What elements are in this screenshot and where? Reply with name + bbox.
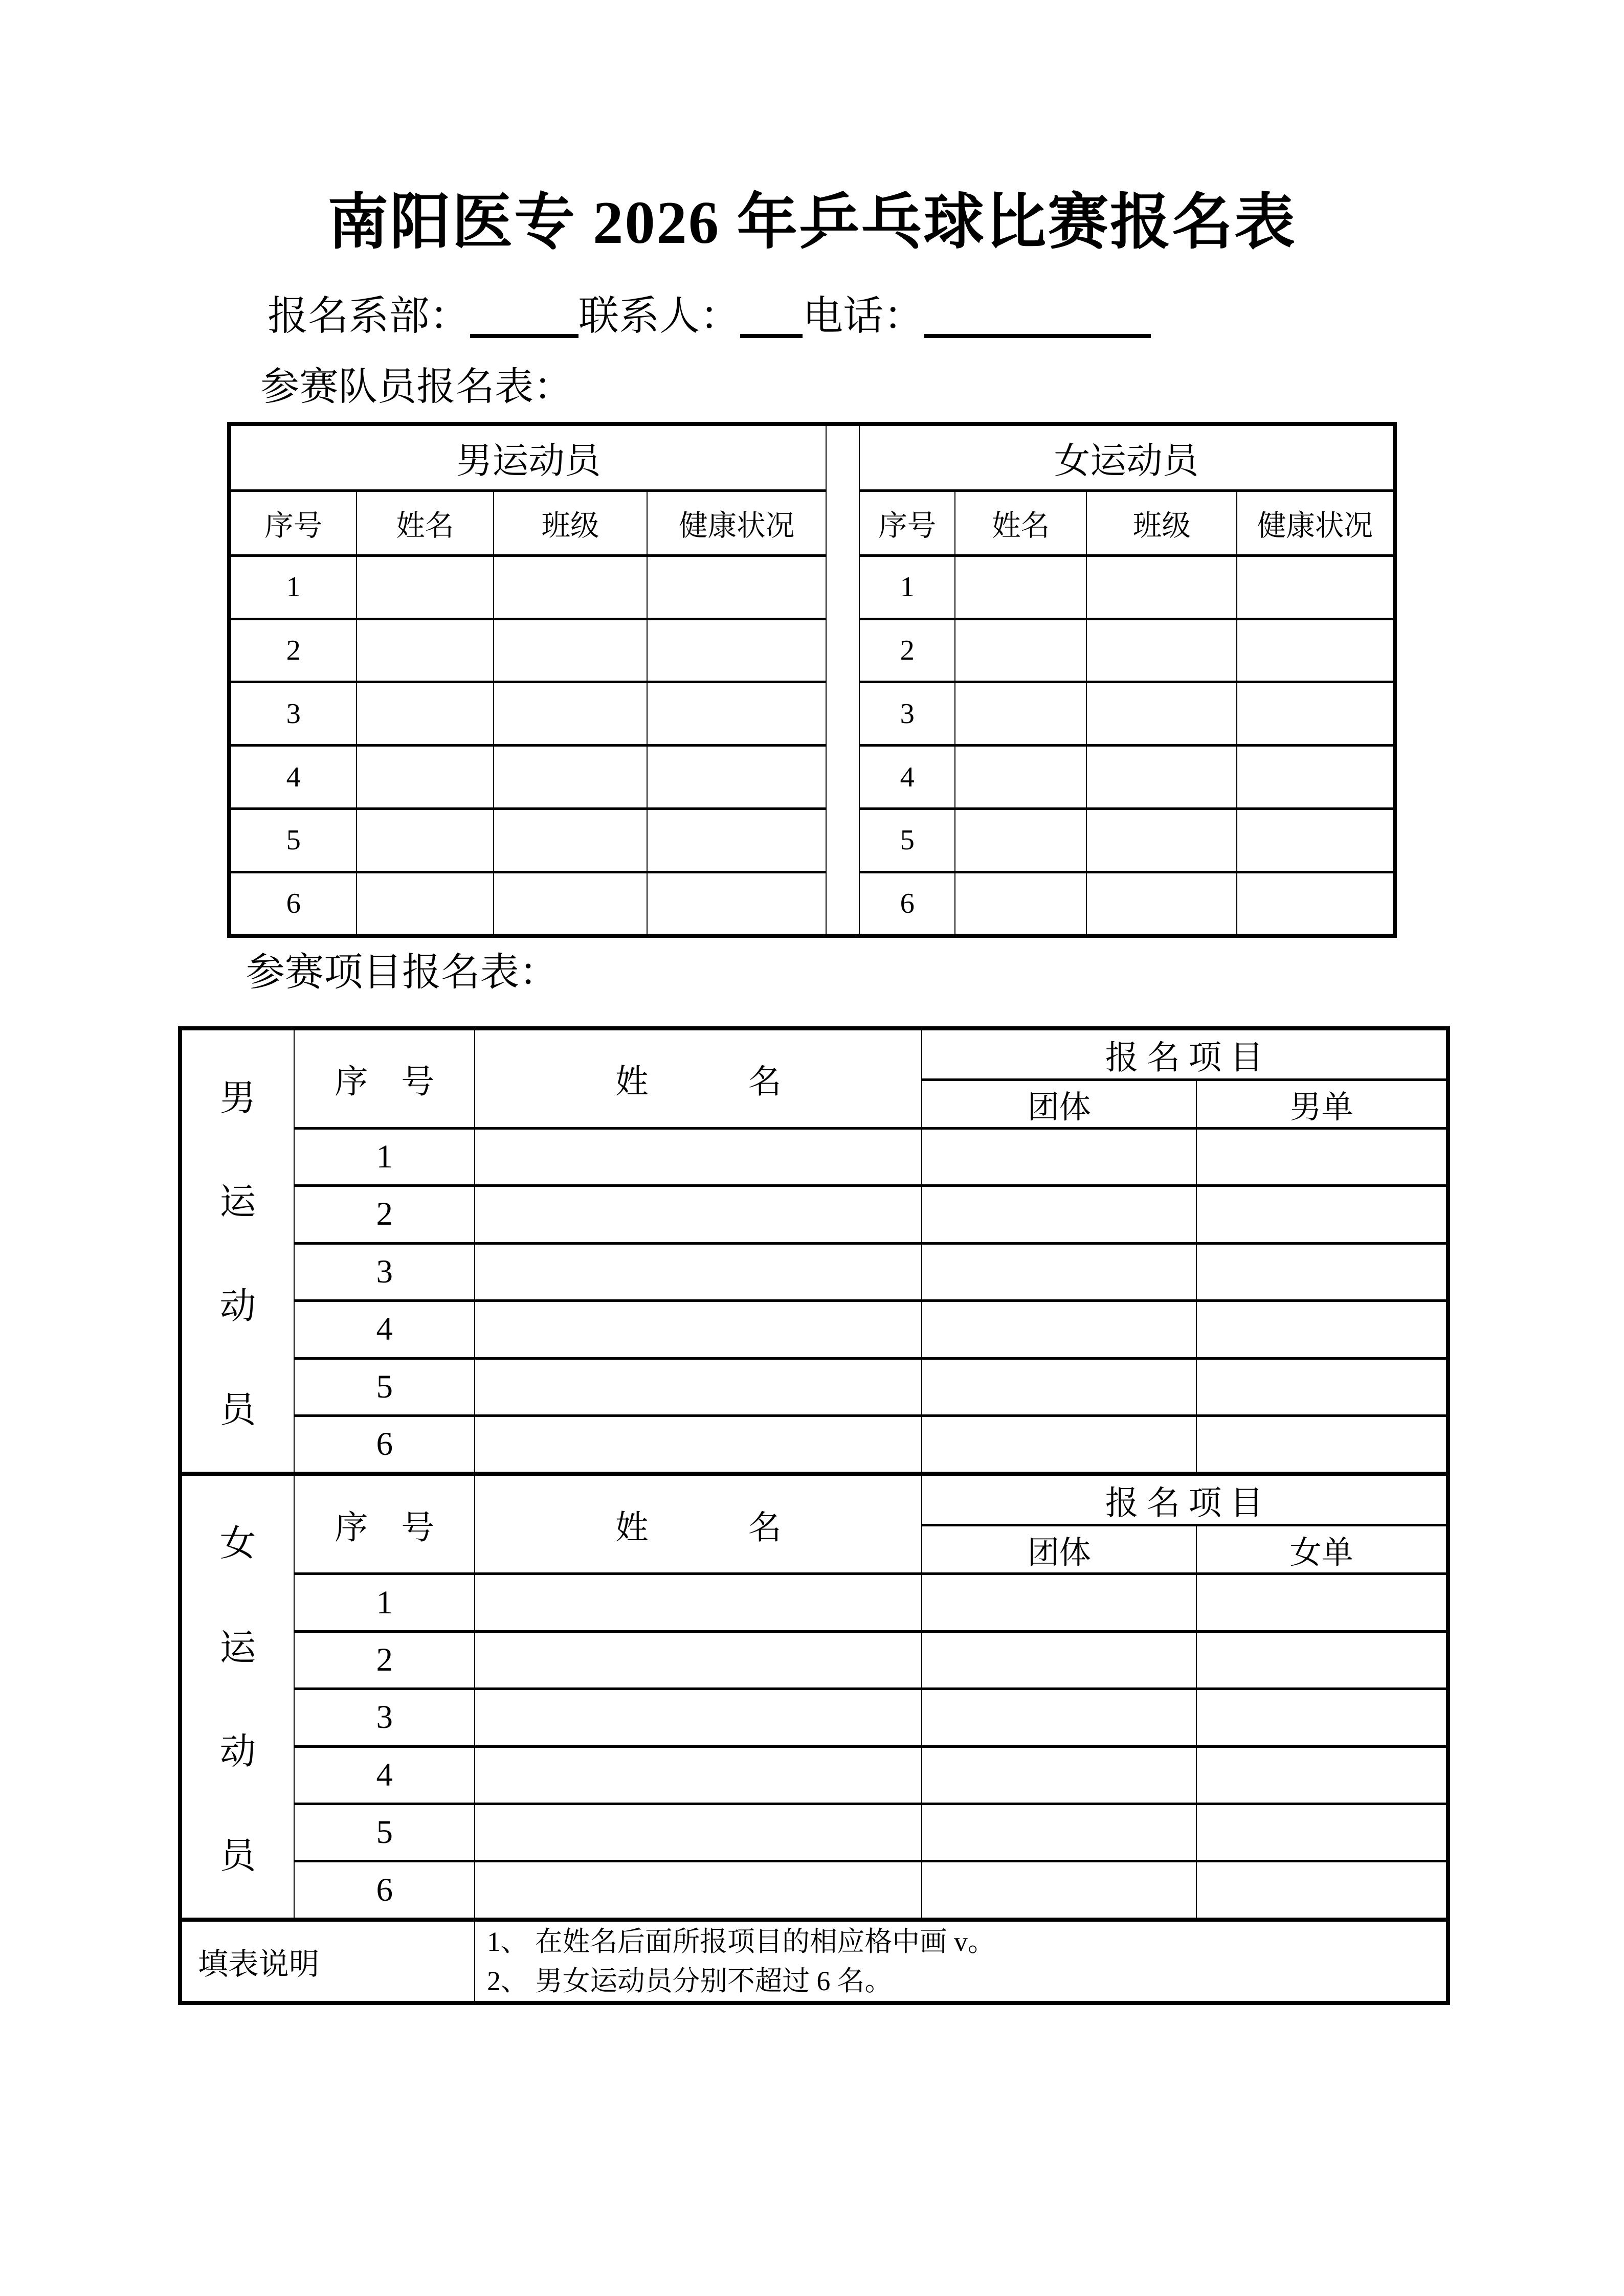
empty-cell[interactable]: [1086, 808, 1237, 872]
empty-cell[interactable]: [475, 1689, 922, 1746]
female-singles-subheader: 女单: [1196, 1525, 1448, 1574]
empty-cell[interactable]: [494, 808, 647, 872]
male-event-row-4: [180, 1301, 1448, 1358]
row-number: 5: [294, 1804, 475, 1861]
row-number: 4: [859, 746, 955, 809]
empty-cell[interactable]: [494, 746, 647, 809]
players-row-1: [229, 555, 1395, 619]
empty-cell[interactable]: [1196, 1804, 1448, 1861]
row-number: 1: [294, 1128, 475, 1185]
empty-cell[interactable]: [475, 1243, 922, 1300]
empty-cell[interactable]: [357, 555, 494, 619]
empty-cell[interactable]: [922, 1128, 1196, 1185]
empty-cell[interactable]: [1237, 619, 1394, 682]
empty-cell[interactable]: [647, 808, 827, 872]
female-class-col-header: 班级: [1086, 491, 1237, 556]
row-number: 3: [294, 1689, 475, 1746]
male-class-col-header: 班级: [494, 491, 647, 556]
vertical-label-char: 动: [219, 1732, 256, 1772]
empty-cell[interactable]: [955, 619, 1086, 682]
female-event-row-6: [180, 1861, 1448, 1920]
empty-cell[interactable]: [1196, 1746, 1448, 1804]
empty-cell[interactable]: [1196, 1243, 1448, 1300]
vertical-label-char: 运: [219, 1628, 256, 1668]
note-line-2: 2、 男女运动员分别不超过 6 名。: [487, 1965, 893, 1996]
empty-cell[interactable]: [357, 619, 494, 682]
row-number: 6: [229, 872, 357, 936]
empty-cell[interactable]: [955, 808, 1086, 872]
empty-cell[interactable]: [357, 808, 494, 872]
empty-cell[interactable]: [1196, 1574, 1448, 1631]
row-number: 4: [294, 1746, 475, 1804]
row-number: 4: [229, 746, 357, 809]
empty-cell[interactable]: [475, 1301, 922, 1358]
empty-cell[interactable]: [1237, 555, 1394, 619]
empty-cell[interactable]: [475, 1746, 922, 1804]
empty-cell[interactable]: [1237, 682, 1394, 746]
empty-cell[interactable]: [357, 746, 494, 809]
empty-cell[interactable]: [1196, 1631, 1448, 1689]
empty-cell[interactable]: [922, 1631, 1196, 1689]
vertical-label-char: 动: [219, 1286, 256, 1326]
female-event-header: 报 名 项 目: [922, 1474, 1448, 1525]
empty-cell[interactable]: [494, 619, 647, 682]
female-players-header: 女运动员: [859, 424, 1394, 491]
row-number: 3: [294, 1243, 475, 1300]
male-seq-header: 序 号: [294, 1028, 475, 1129]
contact-blank-field[interactable]: [740, 294, 803, 338]
empty-cell[interactable]: [922, 1746, 1196, 1804]
players-row-6: [229, 872, 1395, 936]
empty-cell[interactable]: [647, 872, 827, 936]
empty-cell[interactable]: [955, 872, 1086, 936]
male-vertical-label-stack: [182, 1043, 294, 1459]
empty-cell[interactable]: [955, 555, 1086, 619]
row-number: 2: [294, 1186, 475, 1243]
empty-cell[interactable]: [647, 682, 827, 746]
empty-cell[interactable]: [494, 682, 647, 746]
male-event-row-5: [180, 1358, 1448, 1415]
female-name-header: 姓 名: [475, 1474, 922, 1574]
female-health-col-header: 健康状况: [1237, 491, 1394, 556]
female-event-row-1: [180, 1574, 1448, 1631]
empty-cell[interactable]: [1086, 682, 1237, 746]
contact-label: 联系人：: [578, 294, 741, 339]
empty-cell[interactable]: [955, 746, 1086, 809]
vertical-label-char: 员: [219, 1836, 256, 1876]
players-section-label: 参赛队员报名表：: [260, 365, 573, 409]
female-event-row-5: [180, 1804, 1448, 1861]
row-number: 5: [294, 1358, 475, 1415]
male-players-header: 男运动员: [229, 424, 827, 491]
male-name-header: 姓 名: [475, 1028, 922, 1129]
players-row-4: [229, 746, 1395, 809]
row-number: 6: [294, 1415, 475, 1474]
phone-blank-field[interactable]: [924, 294, 1151, 338]
male-event-header: 报 名 项 目: [922, 1028, 1448, 1080]
row-number: 3: [859, 682, 955, 746]
empty-cell[interactable]: [1196, 1861, 1448, 1920]
empty-cell[interactable]: [955, 682, 1086, 746]
notes-content: [475, 1920, 1448, 2003]
row-number: 2: [859, 619, 955, 682]
empty-cell[interactable]: [1196, 1358, 1448, 1415]
events-table: [178, 1026, 1450, 2006]
row-number: 5: [229, 808, 357, 872]
empty-cell[interactable]: [1086, 872, 1237, 936]
empty-cell[interactable]: [475, 1804, 922, 1861]
female-event-row-4: [180, 1746, 1448, 1804]
female-event-row-2: [180, 1631, 1448, 1689]
male-event-row-3: [180, 1243, 1448, 1300]
male-singles-subheader: 男单: [1196, 1079, 1448, 1128]
notes-label: 填表说明: [180, 1920, 475, 2003]
empty-cell[interactable]: [922, 1358, 1196, 1415]
empty-cell[interactable]: [1086, 555, 1237, 619]
page-title: 南阳医专 2026 年乒乓球比赛报名表: [327, 188, 1297, 256]
empty-cell[interactable]: [1086, 746, 1237, 809]
empty-cell[interactable]: [357, 872, 494, 936]
empty-cell[interactable]: [922, 1301, 1196, 1358]
empty-cell[interactable]: [1196, 1186, 1448, 1243]
female-event-row-3: [180, 1689, 1448, 1746]
female-name-col-header: 姓名: [955, 491, 1086, 556]
empty-cell[interactable]: [647, 619, 827, 682]
players-row-5: [229, 808, 1395, 872]
note-line-1: 1、 在姓名后面所报项目的相应格中画 v。: [487, 1926, 995, 1957]
female-seq-header: 序 号: [294, 1474, 475, 1574]
row-number: 5: [859, 808, 955, 872]
male-event-row-6: [180, 1415, 1448, 1474]
row-number: 6: [859, 872, 955, 936]
empty-cell[interactable]: [1086, 619, 1237, 682]
row-number: 2: [229, 619, 357, 682]
empty-cell[interactable]: [494, 555, 647, 619]
empty-cell[interactable]: [494, 872, 647, 936]
empty-cell[interactable]: [475, 1128, 922, 1185]
row-number: 2: [294, 1631, 475, 1689]
female-vertical-label-stack: [182, 1489, 294, 1905]
empty-cell[interactable]: [357, 682, 494, 746]
empty-cell[interactable]: [475, 1415, 922, 1474]
empty-cell[interactable]: [922, 1804, 1196, 1861]
empty-cell[interactable]: [1196, 1689, 1448, 1746]
row-number: 1: [294, 1574, 475, 1631]
empty-cell[interactable]: [1237, 808, 1394, 872]
male-athletes-vertical-label: [180, 1028, 294, 1474]
empty-cell[interactable]: [922, 1861, 1196, 1920]
vertical-label-char: 男: [219, 1078, 256, 1118]
empty-cell[interactable]: [1196, 1415, 1448, 1474]
empty-cell[interactable]: [922, 1243, 1196, 1300]
male-event-row-2: [180, 1186, 1448, 1243]
empty-cell[interactable]: [922, 1689, 1196, 1746]
empty-cell[interactable]: [1237, 872, 1394, 936]
male-seq-col-header: 序号: [229, 491, 357, 556]
vertical-label-char: 运: [219, 1182, 256, 1223]
empty-cell[interactable]: [475, 1574, 922, 1631]
phone-label: 电话：: [803, 294, 924, 339]
players-row-3: [229, 682, 1395, 746]
row-number: 4: [294, 1301, 475, 1358]
empty-cell[interactable]: [475, 1861, 922, 1920]
row-number: 3: [229, 682, 357, 746]
female-team-subheader: 团体: [922, 1525, 1196, 1574]
female-seq-col-header: 序号: [859, 491, 955, 556]
empty-cell[interactable]: [922, 1574, 1196, 1631]
empty-cell[interactable]: [1196, 1128, 1448, 1185]
empty-cell[interactable]: [475, 1358, 922, 1415]
dept-blank-field[interactable]: [470, 294, 579, 338]
row-number: 6: [294, 1861, 475, 1920]
empty-cell[interactable]: [475, 1631, 922, 1689]
empty-cell[interactable]: [922, 1186, 1196, 1243]
empty-cell[interactable]: [647, 555, 827, 619]
female-athletes-vertical-label: [180, 1474, 294, 1920]
row-number: 1: [229, 555, 357, 619]
empty-cell[interactable]: [475, 1186, 922, 1243]
empty-cell[interactable]: [1196, 1301, 1448, 1358]
vertical-label-char: 女: [219, 1524, 256, 1564]
row-number: 1: [859, 555, 955, 619]
events-section-label: 参赛项目报名表：: [246, 950, 559, 994]
vertical-label-char: 员: [219, 1390, 256, 1431]
male-team-subheader: 团体: [922, 1079, 1196, 1128]
table-spacer-column: [826, 424, 859, 936]
players-row-2: [229, 619, 1395, 682]
registration-info-line: [268, 294, 1624, 338]
empty-cell[interactable]: [647, 746, 827, 809]
players-table: [227, 422, 1397, 938]
empty-cell[interactable]: [1237, 746, 1394, 809]
male-health-col-header: 健康状况: [647, 491, 827, 556]
empty-cell[interactable]: [922, 1415, 1196, 1474]
dept-label: 报名系部：: [268, 294, 470, 339]
male-event-row-1: [180, 1128, 1448, 1185]
male-name-col-header: 姓名: [357, 491, 494, 556]
